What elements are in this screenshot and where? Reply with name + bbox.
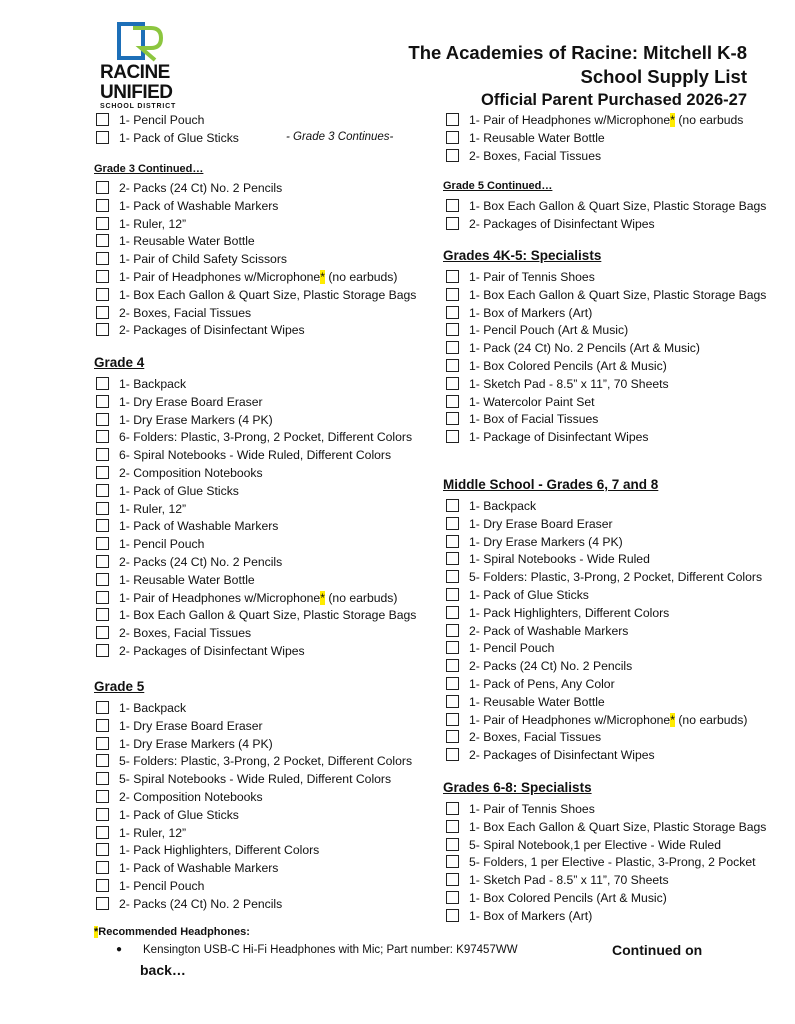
checkbox[interactable] xyxy=(446,820,459,833)
checkbox[interactable] xyxy=(446,306,459,319)
supply-item-label: 1- Reusable Water Bottle xyxy=(119,234,255,249)
supply-item-label: 1- Pack of Washable Markers xyxy=(119,198,279,213)
continued-on-text: Continued on xyxy=(612,942,703,958)
headphone-recommendation: Kensington USB-C Hi-Fi Headphones with Mic; Part number: K97457WW xyxy=(143,944,518,956)
checkbox[interactable] xyxy=(446,395,459,408)
supply-item-label: 1- Dry Erase Board Eraser xyxy=(119,718,263,733)
right-column xyxy=(443,0,767,1024)
specialists-68-heading: Grades 6-8: Specialists xyxy=(443,780,592,795)
checkbox[interactable] xyxy=(446,430,459,443)
supply-item-label: 1- Dry Erase Board Eraser xyxy=(119,394,263,409)
supply-item-label: 1- Pair of Headphones w/Microphone* (no earbuds xyxy=(469,113,744,127)
grade3-continues-note: - Grade 3 Continues- xyxy=(286,131,394,143)
supply-item-label: 1- Box of Markers (Art) xyxy=(469,305,593,320)
checkbox[interactable] xyxy=(446,377,459,390)
supply-item-label: 5- Folders: Plastic, 3-Prong, 2 Pocket, Different Colors xyxy=(469,570,763,585)
checkbox[interactable] xyxy=(96,719,109,732)
checkbox[interactable] xyxy=(96,897,109,910)
checkbox[interactable] xyxy=(96,252,109,265)
checkbox[interactable] xyxy=(446,695,459,708)
supply-item-label: 1- Box Colored Pencils (Art & Music) xyxy=(469,891,667,905)
checkbox[interactable] xyxy=(96,288,109,301)
checkbox[interactable] xyxy=(96,217,109,230)
supply-item-label: 1- Backpack xyxy=(119,377,187,391)
checkbox[interactable] xyxy=(96,772,109,785)
supply-item-label: 1- Watercolor Paint Set xyxy=(469,394,595,409)
checkbox[interactable] xyxy=(96,377,109,390)
checkbox[interactable] xyxy=(446,748,459,761)
checkbox[interactable] xyxy=(446,217,459,230)
middle-school-heading: Middle School - Grades 6, 7 and 8 xyxy=(443,477,659,492)
checkbox[interactable] xyxy=(446,499,459,512)
footnote-asterisk: * xyxy=(94,926,99,938)
supply-item-label: 2- Packs (24 Ct) No. 2 Pencils xyxy=(119,555,283,569)
checkbox[interactable] xyxy=(446,730,459,743)
supply-item-label: 1- Backpack xyxy=(119,701,187,715)
checkbox[interactable] xyxy=(96,626,109,639)
checkbox[interactable] xyxy=(446,891,459,904)
supply-item-label: 1- Dry Erase Markers (4 PK) xyxy=(119,736,273,751)
checkbox[interactable] xyxy=(96,270,109,283)
school-name: The Academies of Racine: Mitchell K-8 xyxy=(408,42,747,63)
checkbox[interactable] xyxy=(96,306,109,319)
checkbox[interactable] xyxy=(96,790,109,803)
checkbox[interactable] xyxy=(96,113,109,126)
supply-item-label: 1- Dry Erase Markers (4 PK) xyxy=(119,412,273,427)
logo-text-unified: UNIFIED xyxy=(100,82,173,103)
recommended-headphones-heading xyxy=(94,926,250,938)
supply-item-label: 1- Box of Facial Tissues xyxy=(469,412,599,427)
supply-item-label: 1- Pack (24 Ct) No. 2 Pencils (Art & Music) xyxy=(469,341,700,356)
checkbox[interactable] xyxy=(446,677,459,690)
page-title: School Supply List xyxy=(580,66,747,87)
checkbox[interactable] xyxy=(96,395,109,408)
supply-item-label: 2- Boxes, Facial Tissues xyxy=(469,148,602,163)
supply-item-label: 1- Sketch Pad - 8.5” x 11”, 70 Sheets xyxy=(469,376,669,391)
logo-text-district: SCHOOL DISTRICT xyxy=(100,103,177,110)
supply-item-label: 2- Boxes, Facial Tissues xyxy=(119,305,252,320)
highlighted-asterisk: * xyxy=(670,113,675,127)
checkbox[interactable] xyxy=(446,802,459,815)
supply-item-label: 2- Composition Notebooks xyxy=(119,466,263,480)
checkbox[interactable] xyxy=(446,713,459,726)
supply-item-label: 2- Boxes, Facial Tissues xyxy=(119,626,252,641)
supply-item-label: 1- Pack of Glue Sticks xyxy=(119,807,239,822)
page-subtitle: Official Parent Purchased 2026-27 xyxy=(481,91,747,109)
supply-item-label: 1- Ruler, 12” xyxy=(119,825,187,840)
supply-item-label: 1- Pair of Child Safety Scissors xyxy=(119,252,287,267)
specialists-4k5-heading: Grades 4K-5: Specialists xyxy=(443,248,602,263)
checkbox[interactable] xyxy=(96,879,109,892)
supply-item-label: 5- Folders: Plastic, 3-Prong, 2 Pocket, Different Colors xyxy=(119,754,413,769)
supply-item-label: 2- Packages of Disinfectant Wipes xyxy=(119,644,305,658)
supply-item-label: 1- Pencil Pouch xyxy=(469,641,555,656)
checkbox[interactable] xyxy=(96,826,109,839)
supply-item-label: 2- Packs (24 Ct) No. 2 Pencils xyxy=(119,896,283,911)
checkbox[interactable] xyxy=(96,181,109,194)
checkbox[interactable] xyxy=(96,466,109,479)
checkbox[interactable] xyxy=(446,535,459,548)
checkbox[interactable] xyxy=(96,555,109,568)
supply-item-label: 1- Box Colored Pencils (Art & Music) xyxy=(469,359,667,373)
supply-item-label: 1- Package of Disinfectant Wipes xyxy=(469,430,649,445)
supply-item-label: 1- Pack of Washable Markers xyxy=(119,519,279,534)
checkbox[interactable] xyxy=(96,737,109,750)
supply-item-label: 2- Packages of Disinfectant Wipes xyxy=(469,216,655,231)
checkbox[interactable] xyxy=(96,199,109,212)
supply-item-label: 1- Reusable Water Bottle xyxy=(469,130,605,145)
checkbox[interactable] xyxy=(446,323,459,336)
supply-item-label: 1- Reusable Water Bottle xyxy=(469,694,605,709)
supply-item-label: 1- Pack of Pens, Any Color xyxy=(469,677,615,691)
checkbox[interactable] xyxy=(96,608,109,621)
supply-item-label: 6- Folders: Plastic, 3-Prong, 2 Pocket, Different Colors xyxy=(119,430,413,445)
checkbox[interactable] xyxy=(96,323,109,336)
checkbox[interactable] xyxy=(96,502,109,515)
checkbox[interactable] xyxy=(96,754,109,767)
checkbox[interactable] xyxy=(96,843,109,856)
checkbox[interactable] xyxy=(446,855,459,868)
supply-item-label: 1- Box Each Gallon & Quart Size, Plastic Storage Bags xyxy=(469,287,767,302)
supply-item-label: 1- Pair of Headphones w/Microphone* (no earbuds) xyxy=(119,270,398,284)
checkbox[interactable] xyxy=(446,838,459,851)
supply-item-label: 1- Pack of Washable Markers xyxy=(119,861,279,876)
supply-item-label: 2- Pack of Washable Markers xyxy=(469,623,629,638)
logo-text-racine: RACINE xyxy=(100,62,170,83)
supply-item-label: 1- Spiral Notebooks - Wide Ruled xyxy=(469,552,650,567)
checkbox[interactable] xyxy=(96,484,109,497)
supply-item-label: 1- Pair of Tennis Shoes xyxy=(469,270,595,284)
checkbox[interactable] xyxy=(446,149,459,162)
grade5-continued-heading: Grade 5 Continued… xyxy=(443,180,553,192)
supply-item-label: 2- Packs (24 Ct) No. 2 Pencils xyxy=(469,659,633,674)
highlighted-asterisk: * xyxy=(670,712,675,727)
checkbox[interactable] xyxy=(96,573,109,586)
supply-item-label: 1- Pencil Pouch xyxy=(119,113,205,127)
checkbox[interactable] xyxy=(446,412,459,425)
checkbox[interactable] xyxy=(96,591,109,604)
supply-item-label: 1- Pair of Tennis Shoes xyxy=(469,802,595,816)
checkbox[interactable] xyxy=(446,624,459,637)
supply-item-label: 1- Pack Highlighters, Different Colors xyxy=(469,605,670,620)
supply-item-label: 6- Spiral Notebooks - Wide Ruled, Different Colors xyxy=(119,448,392,463)
checkbox[interactable] xyxy=(446,552,459,565)
checkbox[interactable] xyxy=(96,131,109,144)
checkbox[interactable] xyxy=(96,519,109,532)
supply-item-label: 1- Pack Highlighters, Different Colors xyxy=(119,843,320,858)
checkbox[interactable] xyxy=(446,606,459,619)
checkbox[interactable] xyxy=(446,341,459,354)
supply-item-label: 1- Pack of Glue Sticks xyxy=(469,588,589,602)
grade4-heading: Grade 4 xyxy=(94,355,145,370)
checkbox[interactable] xyxy=(96,861,109,874)
supply-item-label: 2- Boxes, Facial Tissues xyxy=(469,730,602,745)
highlighted-asterisk: * xyxy=(320,270,325,284)
recommended-heading-text: Recommended Headphones: xyxy=(98,926,250,938)
supply-item-label: 5- Folders, 1 per Elective - Plastic, 3-Prong, 2 Pocket xyxy=(469,855,756,870)
checkbox[interactable] xyxy=(446,873,459,886)
checkbox[interactable] xyxy=(446,909,459,922)
grade5-heading: Grade 5 xyxy=(94,679,145,694)
supply-item-label: 1- Backpack xyxy=(469,499,537,513)
checkbox[interactable] xyxy=(446,113,459,126)
supply-item-label: 2- Packages of Disinfectant Wipes xyxy=(469,748,655,763)
checkbox[interactable] xyxy=(446,270,459,283)
supply-item-label: 1- Box Each Gallon & Quart Size, Plastic Storage Bags xyxy=(119,287,417,302)
checkbox[interactable] xyxy=(446,659,459,672)
supply-item-label: 1- Box Each Gallon & Quart Size, Plastic Storage Bags xyxy=(119,608,417,623)
supply-item-label: 1- Pencil Pouch (Art & Music) xyxy=(469,323,629,338)
supply-item-label: 2- Composition Notebooks xyxy=(119,790,263,804)
supply-item-label: 1- Sketch Pad - 8.5” x 11”, 70 Sheets xyxy=(469,873,669,888)
supply-item-label: 5- Spiral Notebooks - Wide Ruled, Different Colors xyxy=(119,772,392,787)
left-column xyxy=(96,0,426,1024)
supply-item-label: 1- Pair of Headphones w/Microphone* (no earbuds) xyxy=(469,712,748,727)
checkbox[interactable] xyxy=(96,234,109,247)
supply-item-label: 1- Pack of Glue Sticks xyxy=(119,130,239,145)
supply-item-label: 1- Box Each Gallon & Quart Size, Plastic Storage Bags xyxy=(469,819,767,834)
supply-item-label: 2- Packages of Disinfectant Wipes xyxy=(119,323,305,338)
checkbox[interactable] xyxy=(96,701,109,714)
checkbox[interactable] xyxy=(446,641,459,654)
checkbox[interactable] xyxy=(96,644,109,657)
checkbox[interactable] xyxy=(446,199,459,212)
supply-item-label: 1- Ruler, 12” xyxy=(119,501,187,516)
checkbox[interactable] xyxy=(446,588,459,601)
checkbox[interactable] xyxy=(446,359,459,372)
supply-item-label: 1- Box of Markers (Art) xyxy=(469,908,593,923)
highlighted-asterisk: * xyxy=(320,590,325,605)
checkbox[interactable] xyxy=(96,808,109,821)
bullet-icon: ● xyxy=(116,944,123,955)
checkbox[interactable] xyxy=(446,570,459,583)
supply-item-label: 1- Pencil Pouch xyxy=(119,537,205,552)
supply-item-label: 1- Dry Erase Markers (4 PK) xyxy=(469,534,623,549)
checkbox[interactable] xyxy=(446,131,459,144)
supply-item-label: 2- Packs (24 Ct) No. 2 Pencils xyxy=(119,181,283,195)
supply-item-label: 1- Ruler, 12” xyxy=(119,216,187,231)
supply-item-label: 1- Pencil Pouch xyxy=(119,879,205,893)
continued-back-text: back… xyxy=(140,962,186,978)
checkbox[interactable] xyxy=(446,288,459,301)
supply-item-label: 1- Pair of Headphones w/Microphone* (no earbuds) xyxy=(119,590,398,605)
checkbox[interactable] xyxy=(96,413,109,426)
supply-item-label: 1- Box Each Gallon & Quart Size, Plastic Storage Bags xyxy=(469,199,767,213)
supply-item-label: 5- Spiral Notebook,1 per Elective - Wide Ruled xyxy=(469,837,721,852)
supply-item-label: 1- Pack of Glue Sticks xyxy=(119,483,239,498)
checkbox[interactable] xyxy=(446,517,459,530)
checkbox[interactable] xyxy=(96,448,109,461)
checkbox[interactable] xyxy=(96,537,109,550)
checkbox[interactable] xyxy=(96,430,109,443)
grade3-continued-heading: Grade 3 Continued… xyxy=(94,163,204,175)
supply-item-label: 1- Dry Erase Board Eraser xyxy=(469,516,613,531)
supply-item-label: 1- Reusable Water Bottle xyxy=(119,572,255,587)
